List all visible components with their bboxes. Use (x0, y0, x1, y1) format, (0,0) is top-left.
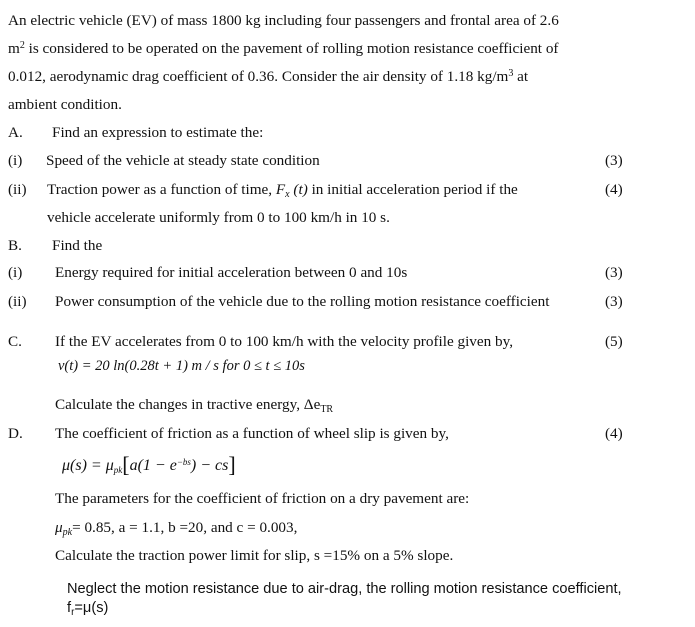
d-text: The coefficient of friction as a function of wheel slip is given by, (55, 425, 449, 442)
section-d-label: D. (8, 425, 23, 442)
c-text: If the EV accelerates from 0 to 100 km/h with the velocity profile given by, (55, 333, 514, 350)
section-a-label: A. (8, 124, 23, 141)
a-i-marks: (3) (605, 152, 623, 169)
note-line-2: $f_r=\mu(s)$ (67, 600, 109, 618)
b-ii-marks: (3) (605, 293, 623, 310)
b-i-marks: (3) (605, 264, 623, 281)
intro-line-3: 0.012, aerodynamic drag coefficient of 0.36. Consider the air density of 1.18 $kg/m^3$ at (8, 68, 529, 85)
d-params-intro: The parameters for the coefficient of friction on a dry pavement are: (55, 490, 470, 507)
b-i-label: (i) (8, 264, 23, 281)
a-ii-text-cont: vehicle accelerate uniformly from 0 to 100 km/h in 10 s. (47, 209, 390, 226)
section-b-title: Find the (52, 237, 103, 254)
a-ii-marks: (4) (605, 181, 623, 198)
b-ii-label: (ii) (8, 293, 27, 310)
a-i-text: Speed of the vehicle at steady state condition (46, 152, 320, 169)
a-ii-text: Traction power as a function of time, $F_x$ (t) in initial acceleration period if the (47, 181, 518, 200)
d-params-values: $\mu_{pk}= 0.85$, a = 1.1, b =20, and c = 0.003, (55, 519, 298, 538)
intro-line-4: ambient condition. (8, 96, 122, 113)
c-marks: (5) (605, 333, 623, 350)
note-line-1: Neglect the motion resistance due to air-drag, the rolling motion resistance coefficient, (67, 581, 622, 597)
c-velocity-equation: v(t) = 20 ln(0.28t + 1) m / s for 0 ≤ t ≤ 10s (58, 358, 305, 374)
b-i-text: Energy required for initial acceleration between 0 and 10s (55, 264, 408, 281)
c-calc-text: Calculate the changes in tractive energy, $\Delta e_{TR}$ (55, 396, 334, 415)
intro-line-1: An electric vehicle (EV) of mass 1800 kg including four passengers and frontal area of 2.6 (8, 12, 559, 29)
d-marks: (4) (605, 425, 623, 442)
section-c-label: C. (8, 333, 22, 350)
section-a-title: Find an expression to estimate the: (52, 124, 264, 141)
a-i-label: (i) (8, 152, 23, 169)
d-friction-equation: $\mu(s) = \mu_{pk}[a(1 - e^{-bs}) - cs]$ (62, 452, 236, 477)
intro-line-2: $m^2$ is considered to be operated on the pavement of rolling motion resistance coefficient of (8, 40, 559, 57)
b-ii-text: Power consumption of the vehicle due to the rolling motion resistance coefficient (55, 293, 550, 310)
section-b-label: B. (8, 237, 22, 254)
a-ii-label: (ii) (8, 181, 27, 198)
d-calc-text: Calculate the traction power limit for slip, s =15% on a 5% slope. (55, 547, 454, 564)
